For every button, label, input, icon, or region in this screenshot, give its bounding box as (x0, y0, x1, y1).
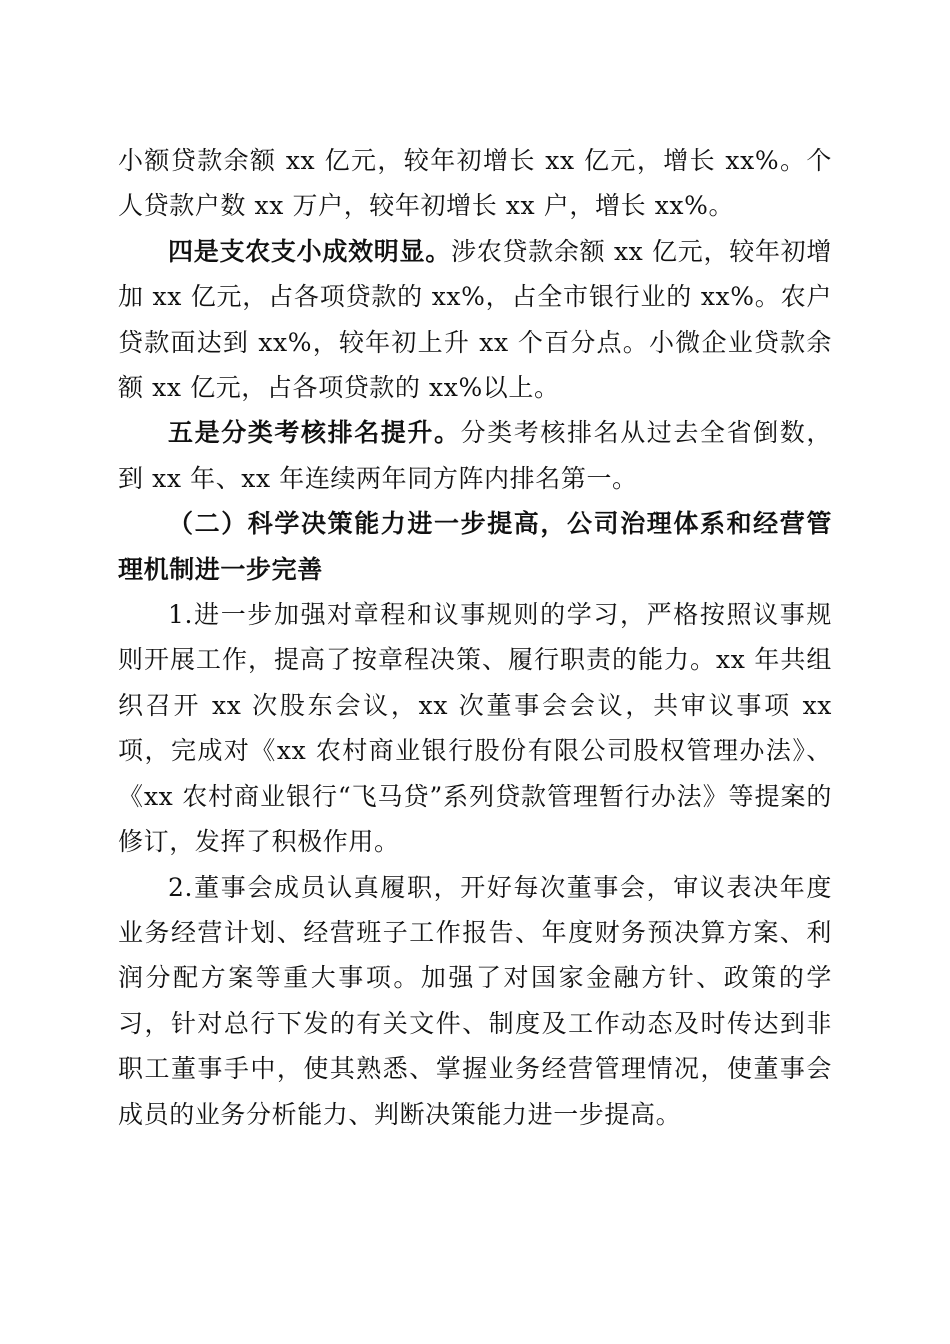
paragraph-ranking (118, 410, 832, 501)
list-item-2: 2.董事会成员认真履职，开好每次董事会，审议表决年度业务经营计划、经营班子工作报告、年度财务预决算方案、利润分配方案等重大事项。加强了对国家金融方针、政策的学习，针对总行下发的有关文件、制度及工作动态及时传达到非职工董事手中，使其熟悉、掌握业务经营管理情况，使董事会成员的业务分析能力、判断决策能力进一步提高。 (118, 872, 832, 1129)
list-item-1: 1.进一步加强对章程和议事规则的学习，严格按照议事规则开展工作，提高了按章程决策、履行职责的能力。xx 年共组织召开 xx 次股东会议，xx 次董事会会议，共审议事项 xx 项，完成对《xx 农村商业银行股份有限公司股权管理办法》、《xx 农村商业银行“飞马贷”系列贷款管理暂行办法》等提案的修订，发挥了积极作用。 (118, 600, 832, 857)
paragraph-agriculture-support (118, 229, 832, 411)
document-page (118, 138, 832, 1137)
paragraph-text: 分类考核排名从过去全省倒数，到 xx 年、xx 年连续两年同方阵内排名第一。 (118, 418, 832, 493)
paragraph-text: 涉农贷款余额 xx 亿元，较年初增加 xx 亿元，占各项贷款的 xx%，占全市银行业的 xx%。农户贷款面达到 xx%，较年初上升 xx 个百分点。小微企业贷款余额 xx 亿元，占各项贷款的 xx%以上。 (118, 236, 832, 403)
paragraph-lead: 四是支农支小成效明显。 (168, 236, 451, 266)
section-heading: （二）科学决策能力进一步提高，公司治理体系和经营管理机制进一步完善 (118, 509, 832, 584)
paragraph-lead: 五是分类考核排名提升。 (168, 418, 461, 448)
paragraph-text: 小额贷款余额 xx 亿元，较年初增长 xx 亿元，增长 xx%。个人贷款户数 xx 万户，较年初增长 xx 户，增长 xx%。 (118, 146, 832, 221)
paragraph-small-loans (118, 138, 832, 229)
